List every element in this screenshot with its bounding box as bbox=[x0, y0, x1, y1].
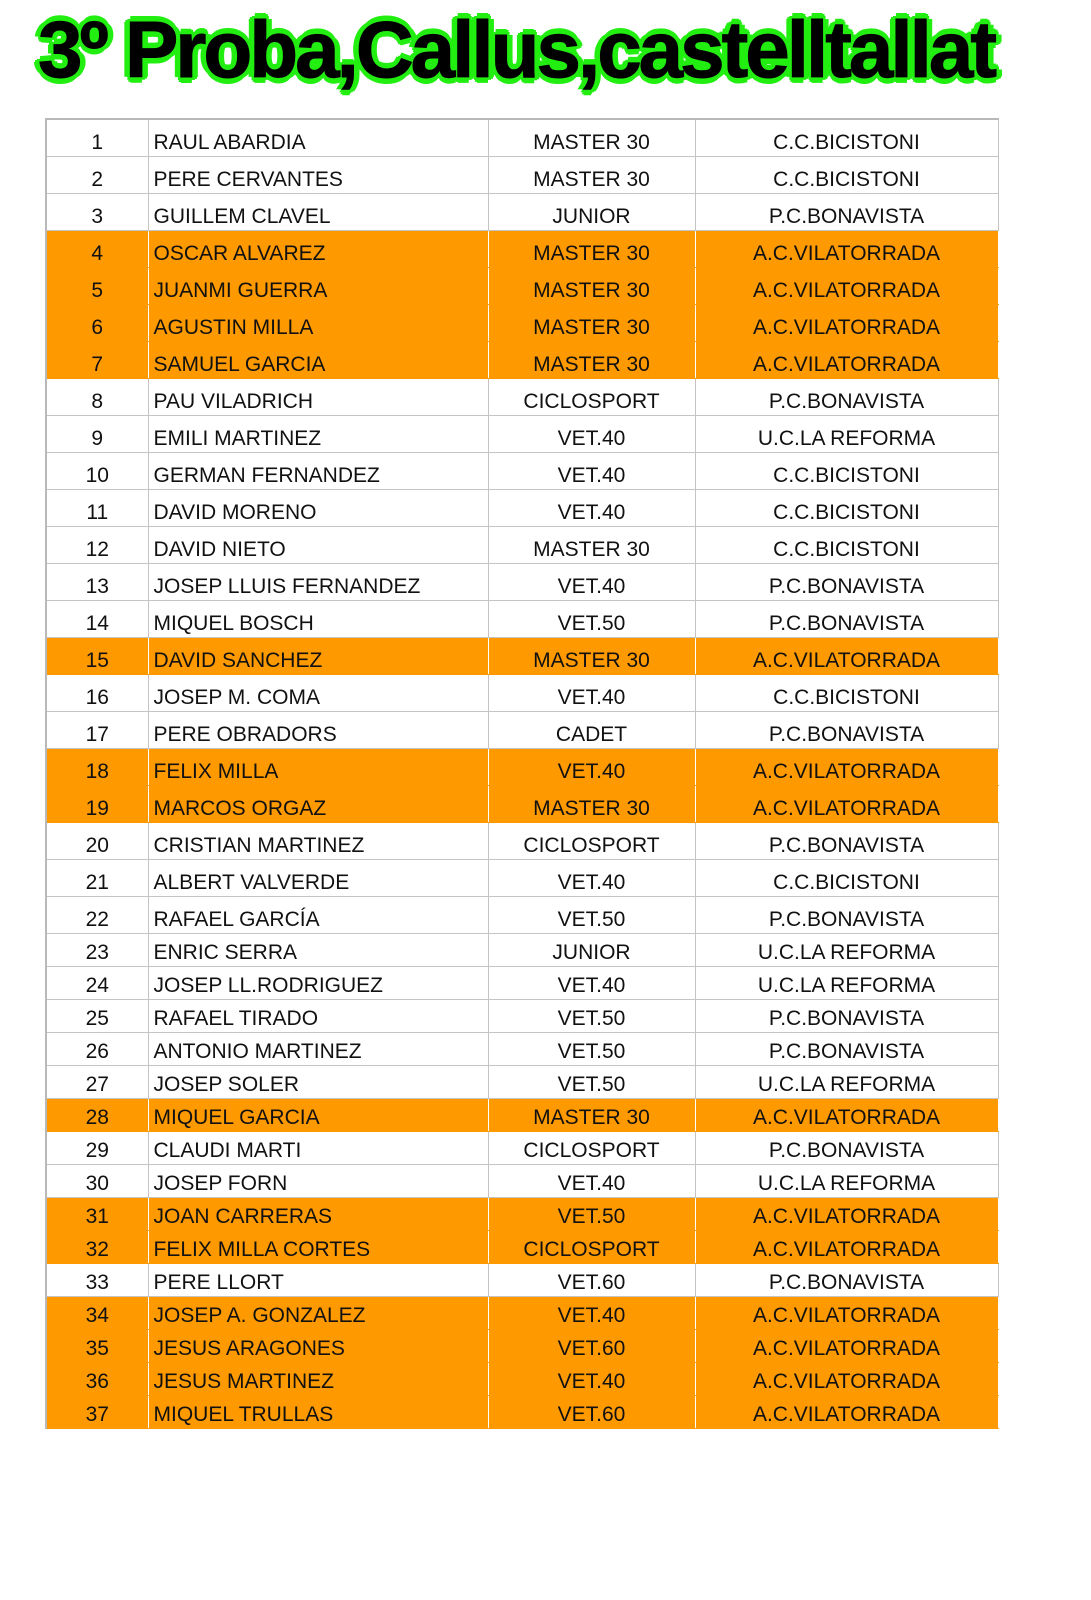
position-cell: 10 bbox=[46, 452, 148, 489]
rider-name-cell: JOSEP M. COMA bbox=[148, 674, 488, 711]
rider-name-cell: GERMAN FERNANDEZ bbox=[148, 452, 488, 489]
results-table-body bbox=[46, 119, 998, 1428]
club-cell: U.C.LA REFORMA bbox=[695, 1164, 998, 1197]
rider-name-cell: FELIX MILLA CORTES bbox=[148, 1230, 488, 1263]
category-cell: VET.40 bbox=[488, 1296, 695, 1329]
club-cell: A.C.VILATORRADA bbox=[695, 1230, 998, 1263]
club-cell: P.C.BONAVISTA bbox=[695, 193, 998, 230]
table-row bbox=[46, 1395, 998, 1428]
table-row bbox=[46, 1296, 998, 1329]
category-cell: VET.40 bbox=[488, 966, 695, 999]
rider-name-cell: ALBERT VALVERDE bbox=[148, 859, 488, 896]
category-cell: VET.40 bbox=[488, 748, 695, 785]
club-cell: A.C.VILATORRADA bbox=[695, 1329, 998, 1362]
table-row bbox=[46, 267, 998, 304]
position-cell: 36 bbox=[46, 1362, 148, 1395]
club-cell: A.C.VILATORRADA bbox=[695, 267, 998, 304]
position-cell: 27 bbox=[46, 1065, 148, 1098]
club-cell: C.C.BICISTONI bbox=[695, 674, 998, 711]
club-cell: A.C.VILATORRADA bbox=[695, 748, 998, 785]
rider-name-cell: ANTONIO MARTINEZ bbox=[148, 1032, 488, 1065]
club-cell: C.C.BICISTONI bbox=[695, 119, 998, 156]
position-cell: 34 bbox=[46, 1296, 148, 1329]
page-title: 3º Proba,Callus,castelltallat bbox=[38, 5, 994, 94]
category-cell: CICLOSPORT bbox=[488, 1131, 695, 1164]
category-cell: VET.40 bbox=[488, 674, 695, 711]
club-cell: A.C.VILATORRADA bbox=[695, 785, 998, 822]
category-cell: VET.60 bbox=[488, 1263, 695, 1296]
category-cell: VET.50 bbox=[488, 1065, 695, 1098]
category-cell: JUNIOR bbox=[488, 193, 695, 230]
rider-name-cell: JESUS ARAGONES bbox=[148, 1329, 488, 1362]
rider-name-cell: GUILLEM CLAVEL bbox=[148, 193, 488, 230]
table-row bbox=[46, 1065, 998, 1098]
club-cell: P.C.BONAVISTA bbox=[695, 999, 998, 1032]
table-row bbox=[46, 859, 998, 896]
category-cell: VET.40 bbox=[488, 452, 695, 489]
club-cell: P.C.BONAVISTA bbox=[695, 1263, 998, 1296]
position-cell: 16 bbox=[46, 674, 148, 711]
rider-name-cell: PAU VILADRICH bbox=[148, 378, 488, 415]
club-cell: U.C.LA REFORMA bbox=[695, 933, 998, 966]
position-cell: 5 bbox=[46, 267, 148, 304]
club-cell: P.C.BONAVISTA bbox=[695, 600, 998, 637]
position-cell: 7 bbox=[46, 341, 148, 378]
position-cell: 20 bbox=[46, 822, 148, 859]
category-cell: CADET bbox=[488, 711, 695, 748]
position-cell: 37 bbox=[46, 1395, 148, 1428]
position-cell: 29 bbox=[46, 1131, 148, 1164]
table-row bbox=[46, 1329, 998, 1362]
rider-name-cell: JUANMI GUERRA bbox=[148, 267, 488, 304]
rider-name-cell: OSCAR ALVAREZ bbox=[148, 230, 488, 267]
category-cell: VET.50 bbox=[488, 1032, 695, 1065]
rider-name-cell: CLAUDI MARTI bbox=[148, 1131, 488, 1164]
club-cell: A.C.VILATORRADA bbox=[695, 1197, 998, 1230]
position-cell: 14 bbox=[46, 600, 148, 637]
position-cell: 32 bbox=[46, 1230, 148, 1263]
table-row bbox=[46, 711, 998, 748]
position-cell: 26 bbox=[46, 1032, 148, 1065]
club-cell: A.C.VILATORRADA bbox=[695, 304, 998, 341]
category-cell: VET.50 bbox=[488, 1197, 695, 1230]
club-cell: A.C.VILATORRADA bbox=[695, 1296, 998, 1329]
club-cell: A.C.VILATORRADA bbox=[695, 1362, 998, 1395]
rider-name-cell: JESUS MARTINEZ bbox=[148, 1362, 488, 1395]
rider-name-cell: PERE CERVANTES bbox=[148, 156, 488, 193]
club-cell: A.C.VILATORRADA bbox=[695, 637, 998, 674]
position-cell: 15 bbox=[46, 637, 148, 674]
rider-name-cell: RAFAEL GARCÍA bbox=[148, 896, 488, 933]
category-cell: VET.50 bbox=[488, 896, 695, 933]
rider-name-cell: JOSEP FORN bbox=[148, 1164, 488, 1197]
club-cell: P.C.BONAVISTA bbox=[695, 563, 998, 600]
rider-name-cell: PERE LLORT bbox=[148, 1263, 488, 1296]
rider-name-cell: JOAN CARRERAS bbox=[148, 1197, 488, 1230]
club-cell: C.C.BICISTONI bbox=[695, 859, 998, 896]
position-cell: 21 bbox=[46, 859, 148, 896]
rider-name-cell: DAVID MORENO bbox=[148, 489, 488, 526]
rider-name-cell: JOSEP SOLER bbox=[148, 1065, 488, 1098]
rider-name-cell: PERE OBRADORS bbox=[148, 711, 488, 748]
rider-name-cell: MIQUEL BOSCH bbox=[148, 600, 488, 637]
rider-name-cell: JOSEP A. GONZALEZ bbox=[148, 1296, 488, 1329]
position-cell: 25 bbox=[46, 999, 148, 1032]
category-cell: VET.50 bbox=[488, 999, 695, 1032]
category-cell: MASTER 30 bbox=[488, 637, 695, 674]
category-cell: VET.40 bbox=[488, 489, 695, 526]
category-cell: CICLOSPORT bbox=[488, 822, 695, 859]
club-cell: P.C.BONAVISTA bbox=[695, 378, 998, 415]
club-cell: P.C.BONAVISTA bbox=[695, 1131, 998, 1164]
table-row bbox=[46, 748, 998, 785]
position-cell: 35 bbox=[46, 1329, 148, 1362]
rider-name-cell: RAUL ABARDIA bbox=[148, 119, 488, 156]
position-cell: 6 bbox=[46, 304, 148, 341]
position-cell: 31 bbox=[46, 1197, 148, 1230]
position-cell: 4 bbox=[46, 230, 148, 267]
table-row bbox=[46, 933, 998, 966]
club-cell: C.C.BICISTONI bbox=[695, 489, 998, 526]
club-cell: C.C.BICISTONI bbox=[695, 526, 998, 563]
table-row bbox=[46, 452, 998, 489]
table-row bbox=[46, 674, 998, 711]
table-row bbox=[46, 822, 998, 859]
table-row bbox=[46, 1164, 998, 1197]
position-cell: 1 bbox=[46, 119, 148, 156]
club-cell: A.C.VILATORRADA bbox=[695, 1395, 998, 1428]
position-cell: 3 bbox=[46, 193, 148, 230]
category-cell: JUNIOR bbox=[488, 933, 695, 966]
category-cell: CICLOSPORT bbox=[488, 1230, 695, 1263]
table-row bbox=[46, 896, 998, 933]
rider-name-cell: EMILI MARTINEZ bbox=[148, 415, 488, 452]
club-cell: A.C.VILATORRADA bbox=[695, 230, 998, 267]
table-row bbox=[46, 1032, 998, 1065]
position-cell: 23 bbox=[46, 933, 148, 966]
table-row bbox=[46, 156, 998, 193]
rider-name-cell: ENRIC SERRA bbox=[148, 933, 488, 966]
table-row bbox=[46, 600, 998, 637]
table-row bbox=[46, 341, 998, 378]
club-cell: C.C.BICISTONI bbox=[695, 156, 998, 193]
club-cell: P.C.BONAVISTA bbox=[695, 822, 998, 859]
rider-name-cell: MARCOS ORGAZ bbox=[148, 785, 488, 822]
position-cell: 18 bbox=[46, 748, 148, 785]
table-row bbox=[46, 637, 998, 674]
position-cell: 2 bbox=[46, 156, 148, 193]
rider-name-cell: CRISTIAN MARTINEZ bbox=[148, 822, 488, 859]
table-row bbox=[46, 1131, 998, 1164]
category-cell: VET.50 bbox=[488, 600, 695, 637]
category-cell: VET.40 bbox=[488, 859, 695, 896]
table-row bbox=[46, 1263, 998, 1296]
category-cell: VET.40 bbox=[488, 1362, 695, 1395]
position-cell: 24 bbox=[46, 966, 148, 999]
category-cell: MASTER 30 bbox=[488, 785, 695, 822]
club-cell: U.C.LA REFORMA bbox=[695, 966, 998, 999]
results-table bbox=[45, 118, 999, 1429]
rider-name-cell: JOSEP LLUIS FERNANDEZ bbox=[148, 563, 488, 600]
rider-name-cell: MIQUEL TRULLAS bbox=[148, 1395, 488, 1428]
position-cell: 13 bbox=[46, 563, 148, 600]
category-cell: MASTER 30 bbox=[488, 119, 695, 156]
table-row bbox=[46, 193, 998, 230]
club-cell: A.C.VILATORRADA bbox=[695, 1098, 998, 1131]
category-cell: MASTER 30 bbox=[488, 1098, 695, 1131]
table-row bbox=[46, 1197, 998, 1230]
category-cell: VET.60 bbox=[488, 1329, 695, 1362]
category-cell: MASTER 30 bbox=[488, 304, 695, 341]
table-row bbox=[46, 999, 998, 1032]
club-cell: U.C.LA REFORMA bbox=[695, 415, 998, 452]
category-cell: VET.60 bbox=[488, 1395, 695, 1428]
rider-name-cell: DAVID SANCHEZ bbox=[148, 637, 488, 674]
category-cell: VET.40 bbox=[488, 415, 695, 452]
position-cell: 17 bbox=[46, 711, 148, 748]
table-row bbox=[46, 230, 998, 267]
category-cell: MASTER 30 bbox=[488, 526, 695, 563]
rider-name-cell: SAMUEL GARCIA bbox=[148, 341, 488, 378]
rider-name-cell: MIQUEL GARCIA bbox=[148, 1098, 488, 1131]
category-cell: MASTER 30 bbox=[488, 230, 695, 267]
table-row bbox=[46, 304, 998, 341]
position-cell: 33 bbox=[46, 1263, 148, 1296]
category-cell: VET.40 bbox=[488, 563, 695, 600]
position-cell: 22 bbox=[46, 896, 148, 933]
table-row bbox=[46, 119, 998, 156]
table-row bbox=[46, 526, 998, 563]
position-cell: 30 bbox=[46, 1164, 148, 1197]
position-cell: 12 bbox=[46, 526, 148, 563]
category-cell: MASTER 30 bbox=[488, 156, 695, 193]
position-cell: 9 bbox=[46, 415, 148, 452]
table-row bbox=[46, 966, 998, 999]
category-cell: MASTER 30 bbox=[488, 267, 695, 304]
rider-name-cell: RAFAEL TIRADO bbox=[148, 999, 488, 1032]
category-cell: VET.40 bbox=[488, 1164, 695, 1197]
position-cell: 19 bbox=[46, 785, 148, 822]
table-row bbox=[46, 785, 998, 822]
table-row bbox=[46, 1230, 998, 1263]
club-cell: U.C.LA REFORMA bbox=[695, 1065, 998, 1098]
rider-name-cell: JOSEP LL.RODRIGUEZ bbox=[148, 966, 488, 999]
table-row bbox=[46, 415, 998, 452]
club-cell: A.C.VILATORRADA bbox=[695, 341, 998, 378]
rider-name-cell: AGUSTIN MILLA bbox=[148, 304, 488, 341]
club-cell: P.C.BONAVISTA bbox=[695, 896, 998, 933]
rider-name-cell: DAVID NIETO bbox=[148, 526, 488, 563]
club-cell: P.C.BONAVISTA bbox=[695, 1032, 998, 1065]
position-cell: 8 bbox=[46, 378, 148, 415]
position-cell: 28 bbox=[46, 1098, 148, 1131]
club-cell: C.C.BICISTONI bbox=[695, 452, 998, 489]
table-row bbox=[46, 1098, 998, 1131]
category-cell: CICLOSPORT bbox=[488, 378, 695, 415]
table-row bbox=[46, 489, 998, 526]
club-cell: P.C.BONAVISTA bbox=[695, 711, 998, 748]
table-row bbox=[46, 563, 998, 600]
category-cell: MASTER 30 bbox=[488, 341, 695, 378]
position-cell: 11 bbox=[46, 489, 148, 526]
table-row bbox=[46, 1362, 998, 1395]
rider-name-cell: FELIX MILLA bbox=[148, 748, 488, 785]
table-row bbox=[46, 378, 998, 415]
